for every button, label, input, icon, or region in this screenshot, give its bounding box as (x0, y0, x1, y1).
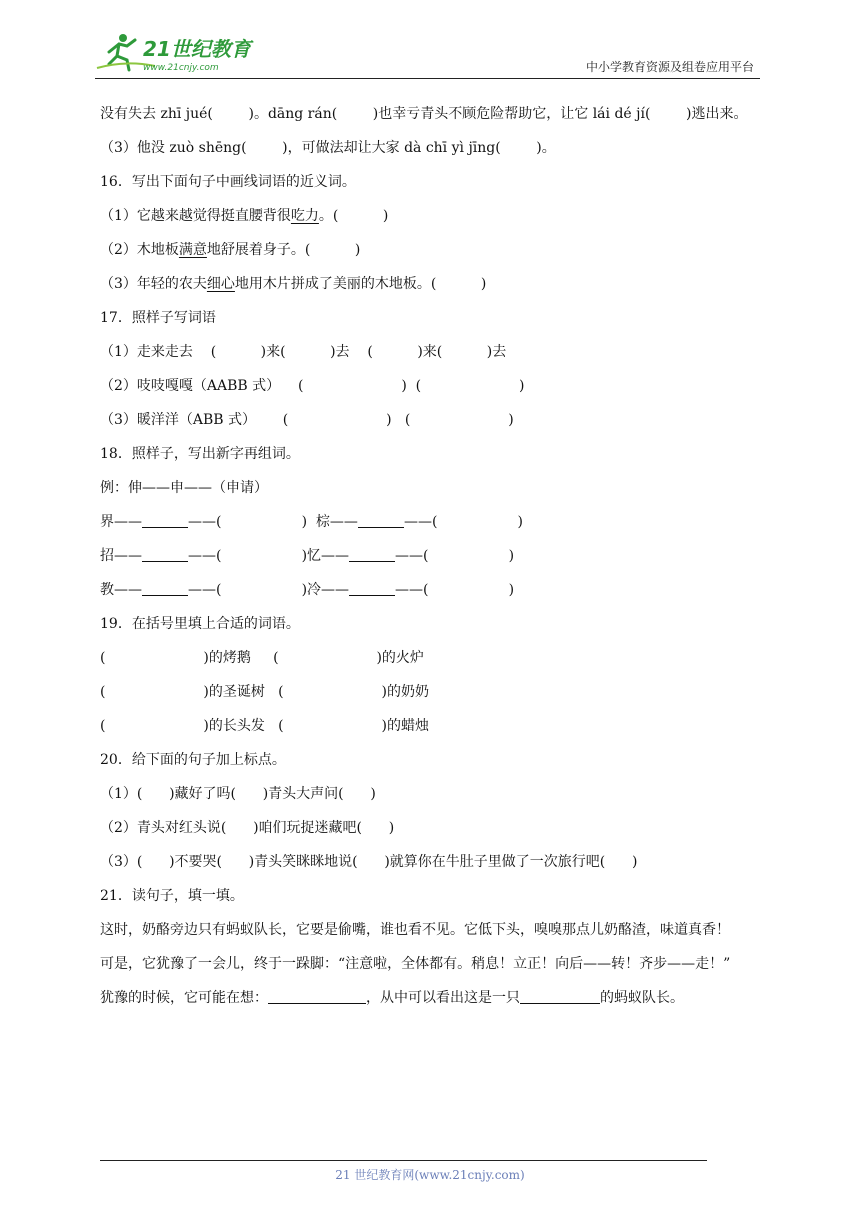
question-18-row-3: 教—— ——( )冷—— ——( ) (100, 582, 515, 598)
question-18-row-1: 界—— ——( ) 棕—— ——( ) (100, 514, 523, 530)
question-16-item-3: （3）年轻的农夫细心地用木片拼成了美丽的木地板。( ) (100, 276, 487, 292)
svg-text:www.21cnjy.com: www.21cnjy.com (143, 63, 219, 73)
question-16-item-2: （2）木地板满意地舒展着身子。( ) (100, 242, 361, 258)
answer-blank (358, 513, 404, 528)
question-19-row-1: ( )的烤鹅 ( )的火炉 (100, 650, 424, 666)
svg-text:21世纪教育: 21世纪教育 (143, 37, 251, 61)
footer-divider (100, 1160, 707, 1161)
question-21-prompt: 犹豫的时候，它可能在想： ，从中可以看出这是一只 的蚂蚁队长。 (100, 990, 684, 1006)
question-21-passage: 可是，它犹豫了一会儿，终于一跺脚：“注意啦，全体都有。稍息！立正！向后——转！齐步——走！” (100, 956, 731, 972)
question-21-passage: 这时，奶酪旁边只有蚂蚁队长，它要是偷嘴，谁也看不见。它低下头，嗅嗅那点儿奶酪渣，味道真香！ (100, 922, 730, 938)
21cnjy-logo (95, 30, 265, 74)
question-20-item-1: （1）( )藏好了吗( )青头大声问( ) (100, 786, 376, 802)
underlined-word: 细心 (206, 276, 235, 292)
question-16-title: 16．写出下面句子中画线词语的近义词。 (100, 174, 356, 190)
question-18-title: 18．照样子，写出新字再组词。 (100, 446, 300, 462)
text-line: （3）他没 zuò shēng( )，可做法却让大家 dà chī yì jīng( )。 (100, 140, 556, 156)
question-17-item-2: （2）吱吱嘎嘎（AABB 式） ( ) ( ) (100, 378, 525, 394)
question-20-title: 20．给下面的句子加上标点。 (100, 752, 286, 768)
question-19-row-2: ( )的圣诞树 ( )的奶奶 (100, 684, 430, 700)
answer-blank (349, 547, 395, 562)
question-19-row-3: ( )的长头发 ( )的蜡烛 (100, 718, 430, 734)
footer-source: 21 世纪教育网(www.21cnjy.com) (335, 1168, 525, 1182)
answer-blank (268, 989, 366, 1004)
question-18-row-2: 招—— ——( )忆—— ——( ) (100, 548, 515, 564)
question-17-item-1: （1）走来走去 ( )来( )去 ( )来( )去 (100, 344, 507, 360)
question-17-title: 17．照样子写词语 (100, 310, 216, 326)
answer-blank (349, 581, 395, 596)
question-17-item-3: （3）暖洋洋（ABB 式） ( ) ( ) (100, 412, 514, 428)
question-21-title: 21．读句子，填一填。 (100, 888, 244, 904)
question-16-item-1: （1）它越来越觉得挺直腰背很吃力。( ) (100, 208, 389, 224)
text-line: 没有失去 zhī jué( )。dāng rán( )也幸亏青头不顾危险帮助它，让它 lái dé jí( )逃出来。 (100, 106, 748, 122)
answer-blank (142, 581, 188, 596)
question-18-example: 例：伸——申——（申请） (100, 480, 268, 496)
question-20-item-3: （3）( )不要哭( )青头笑眯眯地说( )就算你在牛肚子里做了一次旅行吧( ) (100, 854, 638, 870)
platform-name: 中小学教育资源及组卷应用平台 (585, 60, 754, 74)
underlined-word: 满意 (178, 242, 207, 258)
question-20-item-2: （2）青头对红头说( )咱们玩捉迷藏吧( ) (100, 820, 395, 836)
page-header (95, 30, 760, 79)
question-19-title: 19．在括号里填上合适的词语。 (100, 616, 300, 632)
underlined-word: 吃力 (290, 208, 319, 224)
answer-blank (142, 513, 188, 528)
answer-blank (142, 547, 188, 562)
answer-blank (520, 989, 600, 1004)
